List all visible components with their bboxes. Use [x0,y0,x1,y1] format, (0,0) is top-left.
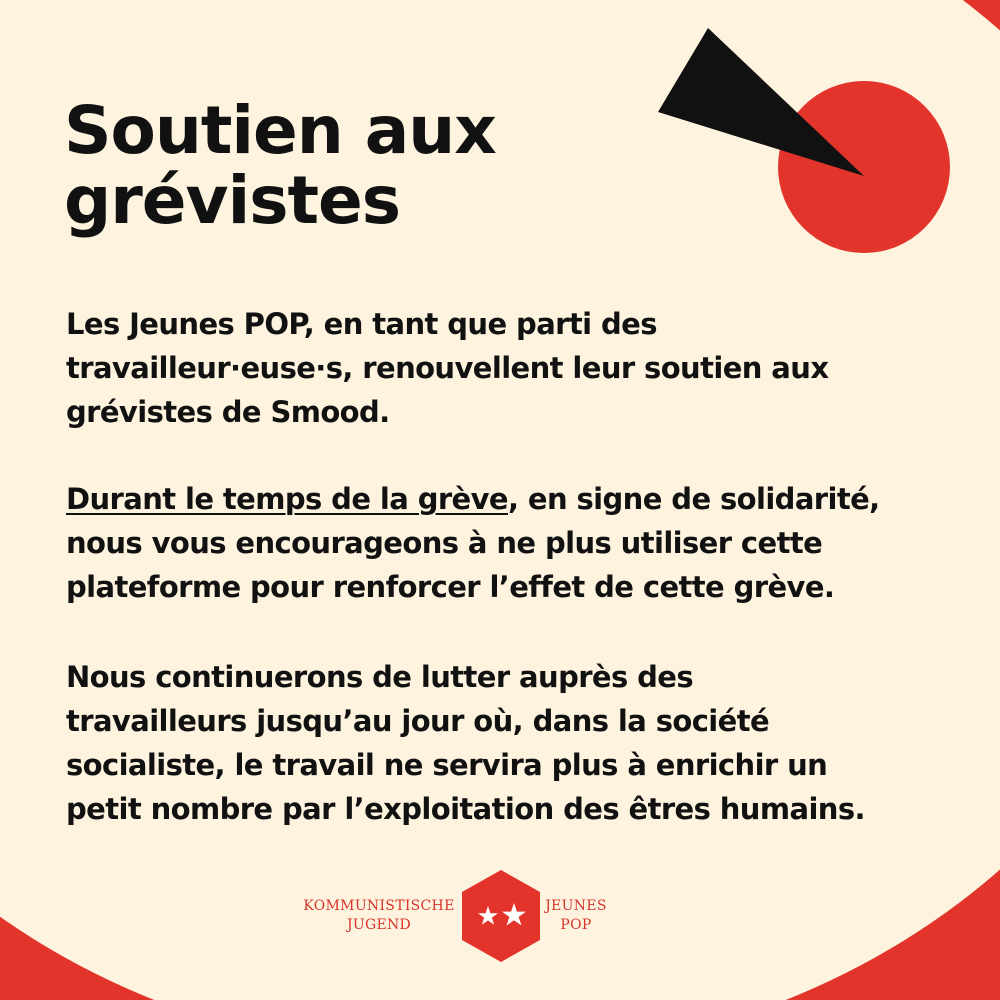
logo-left-line: KOMMUNISTISCHE [303,898,455,914]
logo-text-kommunistische-jugend [298,897,460,935]
paragraph-line: nous vous encourageons à ne plus utiliser cette [66,526,823,560]
paragraph-line: grévistes de Smood. [66,395,390,429]
paragraph-line: plateforme pour renforcer l’effet de cette grève. [66,570,835,604]
underlined-phrase: Durant le temps de la grève [66,482,508,516]
logo-left-line: JUGEND [346,917,412,933]
paragraph-line: Les Jeunes POP, en tant que parti des [66,307,657,341]
page-title [64,92,496,239]
paragraph-support [66,302,946,434]
paragraph-line: petit nombre par l’exploitation des êtres humains. [66,792,865,826]
title-line-2: grévistes [64,162,401,239]
red-circle-decoration [778,81,950,253]
logo-right-line: JEUNES [545,898,607,914]
hexagon-shape [462,870,540,962]
paragraph-boycott [66,477,946,609]
paragraph-line: travailleurs jusqu’au jour où, dans la société [66,704,770,738]
paragraph-struggle [66,655,946,831]
paragraph-line [66,477,946,521]
paragraph-line: socialiste, le travail ne servira plus à enrichir un [66,748,828,782]
two-stars-hexagon-icon [459,868,543,964]
paragraph-line: Nous continuerons de lutter auprès des [66,660,694,694]
paragraph-line: travailleur·euse·s, renouvellent leur soutien aux [66,351,829,385]
paragraph-line-rest: , en signe de solidarité, [508,482,880,516]
title-line-1: Soutien aux [64,92,496,169]
logo-text-jeunes-pop [541,897,611,935]
logo-right-line: POP [560,917,592,933]
